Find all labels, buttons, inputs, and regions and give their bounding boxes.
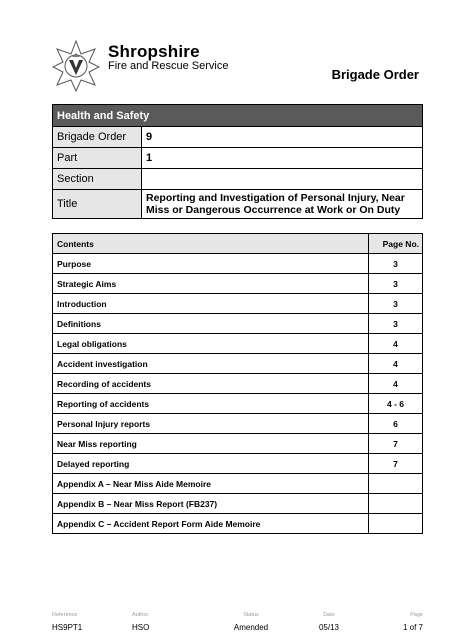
- footer-author-label: Author: [132, 612, 149, 618]
- contents-item-title: Delayed reporting: [53, 454, 369, 474]
- contents-item-page: 4: [369, 334, 423, 354]
- shropshire-fire-crest-logo: [52, 40, 100, 92]
- brand-subtitle: Fire and Rescue Service: [108, 60, 229, 72]
- footer-status-value: Amended: [233, 623, 269, 632]
- contents-item-page: 4: [369, 354, 423, 374]
- contents-item-title: Purpose: [53, 254, 369, 274]
- contents-item-title: Legal obligations: [53, 334, 369, 354]
- info-label: Brigade Order: [53, 127, 142, 148]
- info-label: Section: [53, 169, 142, 190]
- contents-item-page: [369, 514, 423, 534]
- contents-item-title: Reporting of accidents: [53, 394, 369, 414]
- contents-item-page: 3: [369, 274, 423, 294]
- footer-status-label: Status: [243, 612, 259, 618]
- contents-item-title: Appendix A – Near Miss Aide Memoire: [53, 474, 369, 494]
- page-number-heading: Page No.: [369, 234, 423, 254]
- footer-date-value: 05/13: [318, 623, 340, 632]
- footer-page-label: Page: [410, 612, 423, 618]
- contents-item-title: Recording of accidents: [53, 374, 369, 394]
- info-label: Part: [53, 148, 142, 169]
- contents-heading: Contents: [53, 234, 369, 254]
- contents-item-page: 3: [369, 314, 423, 334]
- contents-item-page: 4 - 6: [369, 394, 423, 414]
- contents-table: [52, 233, 423, 534]
- contents-item-title: Appendix B – Near Miss Report (FB237): [53, 494, 369, 514]
- contents-item-page: [369, 474, 423, 494]
- info-value: 1: [142, 148, 423, 169]
- contents-item-title: Personal Injury reports: [53, 414, 369, 434]
- footer-date-label: Date: [323, 612, 335, 618]
- document-type: Brigade Order: [331, 67, 419, 82]
- info-value: [142, 169, 423, 190]
- info-heading: Health and Safety: [53, 105, 423, 127]
- contents-item-title: Definitions: [53, 314, 369, 334]
- contents-item-page: [369, 494, 423, 514]
- footer-author-value: HSO: [132, 623, 150, 632]
- contents-item-page: 3: [369, 254, 423, 274]
- info-value: 9: [142, 127, 423, 148]
- contents-item-page: 4: [369, 374, 423, 394]
- footer-reference-label: Reference: [52, 612, 78, 618]
- brand-name: Shropshire: [108, 42, 200, 61]
- contents-item-title: Strategic Aims: [53, 274, 369, 294]
- contents-item-page: 7: [369, 454, 423, 474]
- footer-reference-value: HS9PT1: [52, 623, 83, 632]
- order-info-table: [52, 104, 423, 219]
- contents-item-title: Appendix C – Accident Report Form Aide Memoire: [53, 514, 369, 534]
- contents-item-page: 7: [369, 434, 423, 454]
- info-label: Title: [53, 190, 142, 219]
- document-footer: [52, 606, 423, 632]
- contents-item-page: 6: [369, 414, 423, 434]
- document-title: Reporting and Investigation of Personal Injury, Near Miss or Dangerous Occurrence at Work or On Duty: [142, 190, 423, 219]
- footer-page-value: 1 of 7: [402, 623, 423, 632]
- contents-item-title: Introduction: [53, 294, 369, 314]
- contents-item-title: Accident investigation: [53, 354, 369, 374]
- contents-item-page: 3: [369, 294, 423, 314]
- contents-item-title: Near Miss reporting: [53, 434, 369, 454]
